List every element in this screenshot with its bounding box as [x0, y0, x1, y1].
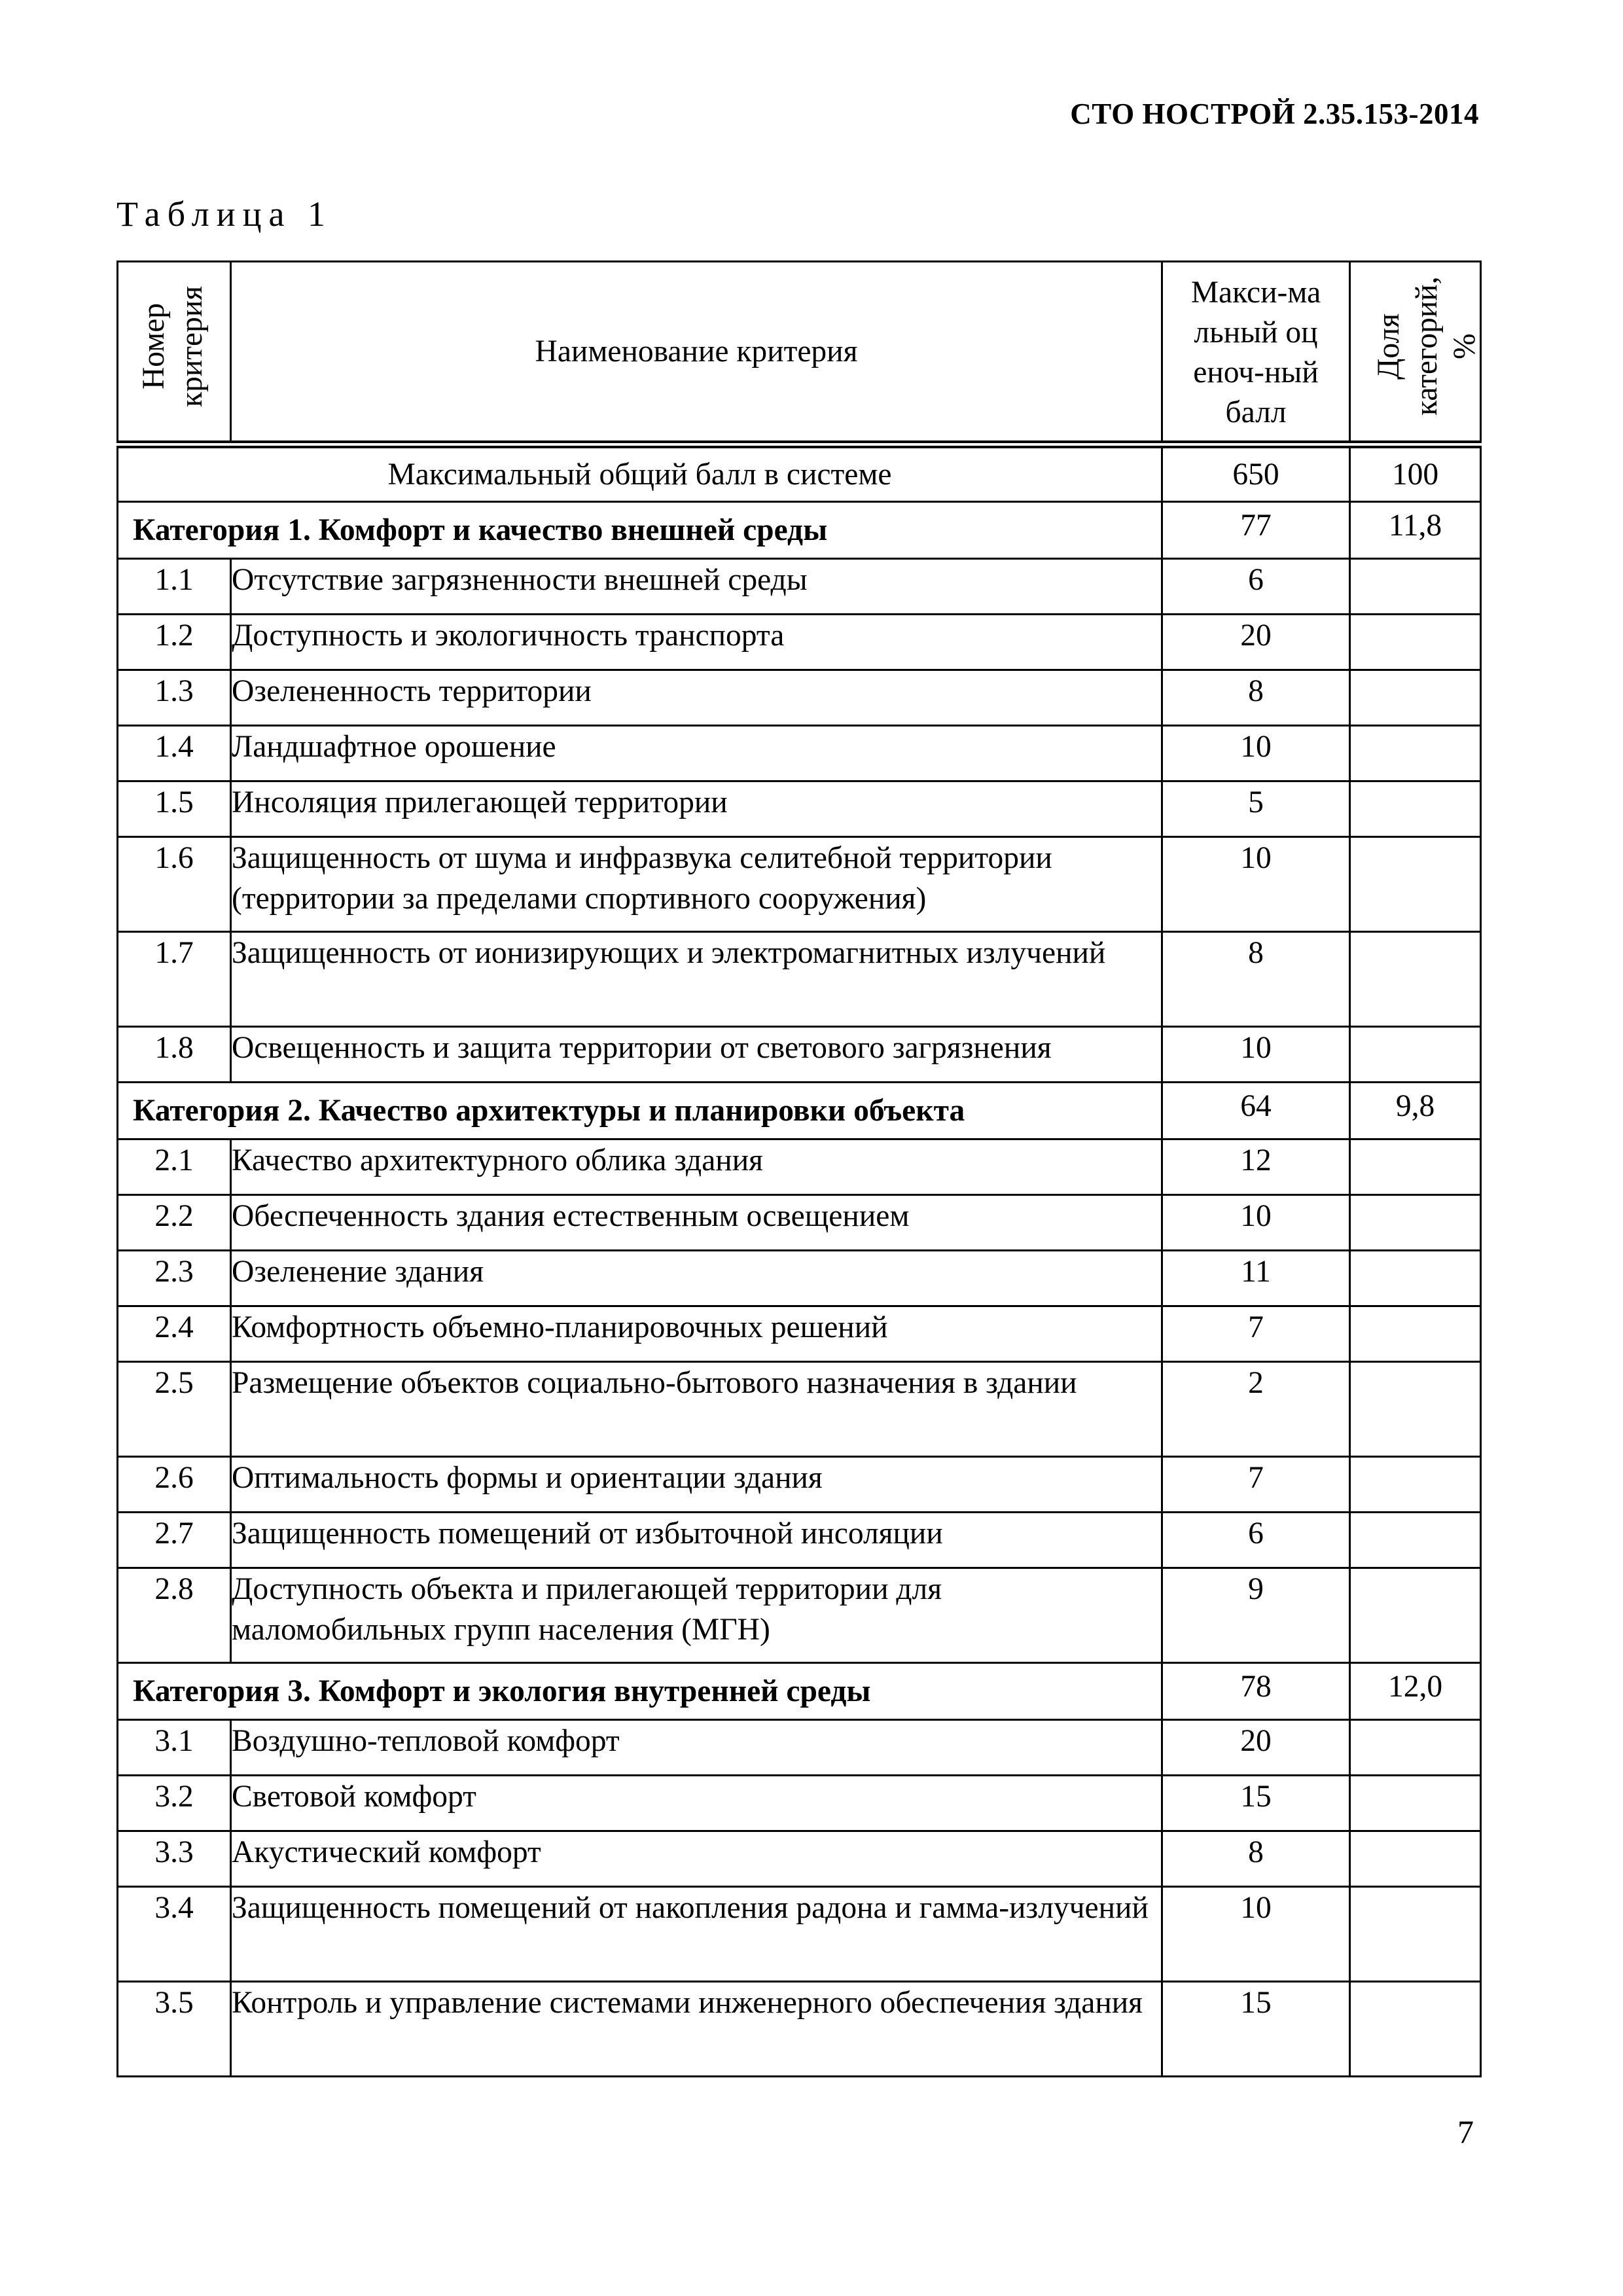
- criteria-table: [116, 260, 1482, 2077]
- criterion-name: Обеспеченность здания естественным освещением: [231, 1195, 1162, 1251]
- table-row: [118, 1362, 1481, 1457]
- criterion-score: 6: [1162, 1513, 1350, 1568]
- criterion-score: 15: [1162, 1982, 1350, 2077]
- header-name: Наименование критерия: [231, 262, 1162, 445]
- criterion-name: Оптимальность формы и ориентации здания: [231, 1457, 1162, 1513]
- criterion-share: [1350, 1139, 1481, 1195]
- criterion-score: 2: [1162, 1362, 1350, 1457]
- table-row: [118, 1513, 1481, 1568]
- criterion-name: Защищенность помещений от избыточной инсоляции: [231, 1513, 1162, 1568]
- criterion-score: 10: [1162, 726, 1350, 781]
- criterion-share: [1350, 837, 1481, 932]
- category-row: [118, 502, 1481, 559]
- criterion-name: Размещение объектов социально-бытового назначения в здании: [231, 1362, 1162, 1457]
- category-share: 11,8: [1350, 502, 1481, 559]
- criterion-name: Воздушно-тепловой комфорт: [231, 1720, 1162, 1776]
- table-body: [118, 444, 1481, 2077]
- criterion-name: Защищенность от ионизирующих и электромагнитных излучений: [231, 932, 1162, 1027]
- criterion-share: [1350, 1982, 1481, 2077]
- criterion-number: 2.6: [118, 1457, 231, 1513]
- table-row: [118, 837, 1481, 932]
- criterion-share: [1350, 1457, 1481, 1513]
- criterion-score: 20: [1162, 615, 1350, 670]
- criterion-name: Освещенность и защита территории от светового загрязнения: [231, 1027, 1162, 1083]
- criterion-number: 1.7: [118, 932, 231, 1027]
- criterion-score: 5: [1162, 781, 1350, 837]
- criterion-number: 2.8: [118, 1568, 231, 1663]
- table-row: [118, 670, 1481, 726]
- criterion-score: 7: [1162, 1457, 1350, 1513]
- criterion-share: [1350, 726, 1481, 781]
- table-row: [118, 1982, 1481, 2077]
- criterion-number: 2.3: [118, 1251, 231, 1306]
- criterion-share: [1350, 670, 1481, 726]
- table-row: [118, 1251, 1481, 1306]
- category-title: Категория 2. Качество архитектуры и планировки объекта: [118, 1083, 1162, 1139]
- criterion-name: Озеленение здания: [231, 1251, 1162, 1306]
- criterion-score: 20: [1162, 1720, 1350, 1776]
- criterion-name: Инсоляция прилегающей территории: [231, 781, 1162, 837]
- category-row: [118, 1663, 1481, 1720]
- criterion-number: 2.4: [118, 1306, 231, 1362]
- criterion-number: 1.4: [118, 726, 231, 781]
- table-row: [118, 1139, 1481, 1195]
- total-score: 650: [1162, 444, 1350, 502]
- criterion-number: 2.5: [118, 1362, 231, 1457]
- category-title: Категория 3. Комфорт и экология внутренней среды: [118, 1663, 1162, 1720]
- criterion-share: [1350, 1831, 1481, 1887]
- criterion-share: [1350, 1195, 1481, 1251]
- category-score: 77: [1162, 502, 1350, 559]
- criterion-share: [1350, 1568, 1481, 1663]
- criterion-name: Доступность и экологичность транспорта: [231, 615, 1162, 670]
- criterion-number: 1.1: [118, 559, 231, 615]
- category-row: [118, 1083, 1481, 1139]
- criterion-share: [1350, 1887, 1481, 1982]
- criterion-number: 3.3: [118, 1831, 231, 1887]
- table-row: [118, 615, 1481, 670]
- table-row: [118, 932, 1481, 1027]
- total-share: 100: [1350, 444, 1481, 502]
- criterion-number: 3.4: [118, 1887, 231, 1982]
- category-share: 12,0: [1350, 1663, 1481, 1720]
- page-number: 7: [1457, 2113, 1474, 2150]
- criterion-score: 12: [1162, 1139, 1350, 1195]
- criterion-name: Озелененность территории: [231, 670, 1162, 726]
- criterion-name: Акустический комфорт: [231, 1831, 1162, 1887]
- table-row: [118, 1457, 1481, 1513]
- criterion-score: 11: [1162, 1251, 1350, 1306]
- criterion-number: 1.3: [118, 670, 231, 726]
- total-row: [118, 444, 1481, 502]
- header-number: Номер критерия: [118, 262, 231, 445]
- criterion-name: Доступность объекта и прилегающей территории для маломобильных групп населения (МГН): [231, 1568, 1162, 1663]
- table-row: [118, 559, 1481, 615]
- criterion-score: 7: [1162, 1306, 1350, 1362]
- table-header-row: [118, 262, 1481, 445]
- criterion-share: [1350, 559, 1481, 615]
- criterion-score: 10: [1162, 1195, 1350, 1251]
- criterion-name: Отсутствие загрязненности внешней среды: [231, 559, 1162, 615]
- criterion-name: Световой комфорт: [231, 1776, 1162, 1831]
- table-row: [118, 1195, 1481, 1251]
- criterion-score: 9: [1162, 1568, 1350, 1663]
- criterion-share: [1350, 932, 1481, 1027]
- criterion-share: [1350, 1720, 1481, 1776]
- table-row: [118, 1776, 1481, 1831]
- criterion-score: 8: [1162, 1831, 1350, 1887]
- table-row: [118, 1831, 1481, 1887]
- table-row: [118, 781, 1481, 837]
- criterion-number: 2.2: [118, 1195, 231, 1251]
- document-code: СТО НОСТРОЙ 2.35.153-2014: [1070, 98, 1479, 130]
- table-caption: Таблица 1: [116, 194, 332, 234]
- table-row: [118, 1720, 1481, 1776]
- table-row: [118, 726, 1481, 781]
- criterion-name: Комфортность объемно-планировочных решений: [231, 1306, 1162, 1362]
- criterion-number: 1.2: [118, 615, 231, 670]
- table-row: [118, 1027, 1481, 1083]
- criterion-name: Качество архитектурного облика здания: [231, 1139, 1162, 1195]
- category-title: Категория 1. Комфорт и качество внешней среды: [118, 502, 1162, 559]
- criterion-share: [1350, 781, 1481, 837]
- criterion-score: 8: [1162, 932, 1350, 1027]
- table-row: [118, 1887, 1481, 1982]
- category-score: 64: [1162, 1083, 1350, 1139]
- criterion-score: 8: [1162, 670, 1350, 726]
- criterion-number: 1.5: [118, 781, 231, 837]
- criterion-name: Защищенность от шума и инфразвука селитебной территории (территории за пределами спортивного сооружения): [231, 837, 1162, 932]
- criterion-share: [1350, 1362, 1481, 1457]
- criterion-number: 3.2: [118, 1776, 231, 1831]
- total-label: Максимальный общий балл в системе: [118, 444, 1162, 502]
- criterion-name: Контроль и управление системами инженерного обеспечения здания: [231, 1982, 1162, 2077]
- category-share: 9,8: [1350, 1083, 1481, 1139]
- criterion-share: [1350, 1513, 1481, 1568]
- criterion-number: 3.5: [118, 1982, 231, 2077]
- criterion-number: 1.6: [118, 837, 231, 932]
- criterion-name: Защищенность помещений от накопления радона и гамма-излучений: [231, 1887, 1162, 1982]
- criterion-share: [1350, 615, 1481, 670]
- criterion-share: [1350, 1027, 1481, 1083]
- criterion-name: Ландшафтное орошение: [231, 726, 1162, 781]
- criterion-number: 2.7: [118, 1513, 231, 1568]
- criterion-number: 1.8: [118, 1027, 231, 1083]
- table-row: [118, 1568, 1481, 1663]
- criterion-number: 3.1: [118, 1720, 231, 1776]
- criterion-number: 2.1: [118, 1139, 231, 1195]
- criterion-share: [1350, 1251, 1481, 1306]
- criterion-share: [1350, 1306, 1481, 1362]
- header-share: Доля категорий, %: [1350, 262, 1481, 445]
- table-row: [118, 1306, 1481, 1362]
- header-max-score: Макси-мальный оценоч-ный балл: [1162, 262, 1350, 445]
- criterion-share: [1350, 1776, 1481, 1831]
- criterion-score: 10: [1162, 1887, 1350, 1982]
- criterion-score: 6: [1162, 559, 1350, 615]
- criterion-score: 10: [1162, 837, 1350, 932]
- category-score: 78: [1162, 1663, 1350, 1720]
- criterion-score: 15: [1162, 1776, 1350, 1831]
- criterion-score: 10: [1162, 1027, 1350, 1083]
